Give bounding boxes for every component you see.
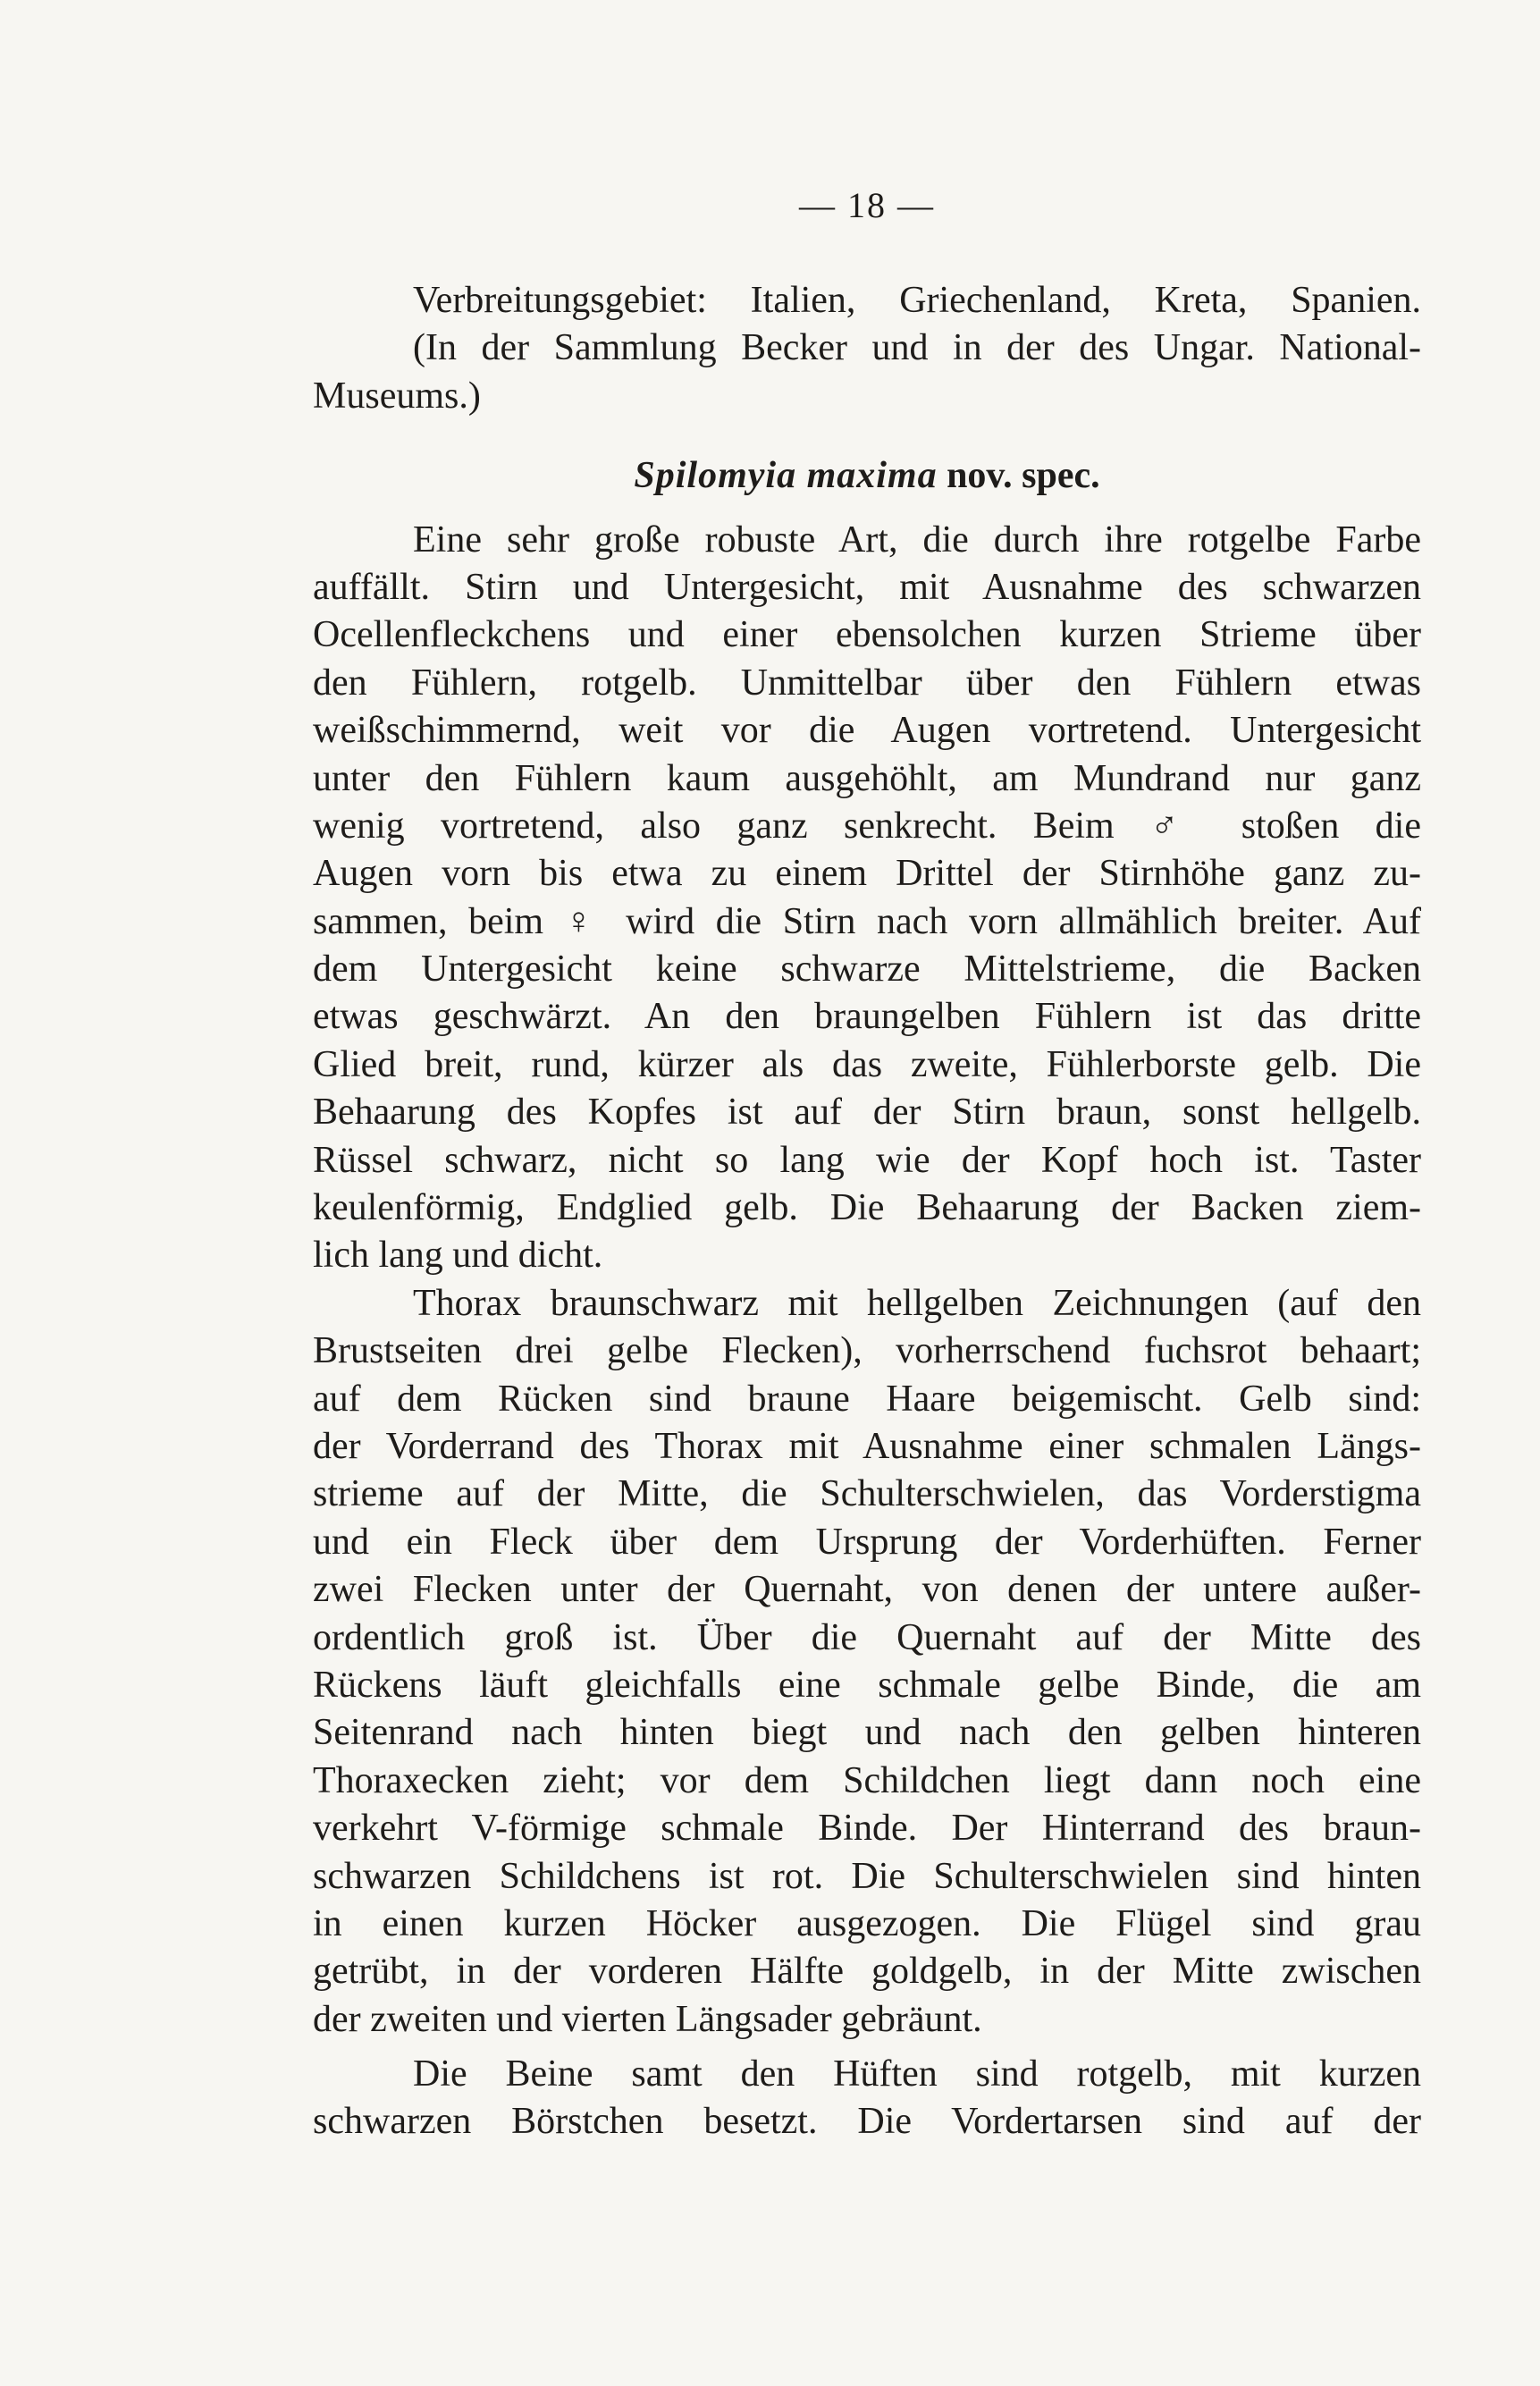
text-line: Brustseiten drei gelbe Flecken), vorherrschend fuchsrot behaart; (313, 1330, 1421, 1372)
text-line: schwarzen Börstchen besetzt. Die Vordertarsen sind auf der (313, 2101, 1421, 2143)
text-line: Glied breit, rund, kürzer als das zweite, Fühlerborste gelb. Die (313, 1043, 1421, 1085)
text-line: weißschimmernd, weit vor die Augen vortretend. Untergesicht (313, 710, 1421, 752)
species-status: nov. spec. (947, 455, 1100, 497)
text-line: dem Untergesicht keine schwarze Mittelstrieme, die Backen (313, 948, 1421, 991)
text-line: (In der Sammlung Becker und in der des Ungar. National- (413, 327, 1421, 369)
page-number: — 18 — (799, 185, 935, 225)
text-line: Verbreitungsgebiet: Italien, Griechenland, Kreta, Spanien. (413, 280, 1421, 321)
text-line: Rüssel schwarz, nicht so lang wie der Kopf hoch ist. Taster (313, 1139, 1421, 1181)
paragraph-head (313, 517, 1421, 1280)
text-line: und ein Fleck über dem Ursprung der Vorderhüften. Ferner (313, 1521, 1421, 1563)
paragraph-distribution (313, 277, 1421, 420)
species-name: Spilomyia maxima (634, 455, 938, 497)
text-line: zwei Flecken unter der Quernaht, von denen der untere außer- (313, 1569, 1421, 1611)
text-line: Die Beine samt den Hüften sind rotgelb, mit kurzen (413, 2053, 1421, 2095)
text-line: der Vorderrand des Thorax mit Ausnahme einer schmalen Längs- (313, 1425, 1421, 1467)
text-line: Thoraxecken zieht; vor dem Schildchen liegt dann noch eine (313, 1759, 1421, 1801)
text-line: Museums.) (313, 375, 481, 417)
text-line: Eine sehr große robuste Art, die durch ihre rotgelbe Farbe (413, 519, 1421, 561)
paragraph-thorax (313, 1280, 1421, 2044)
text-line: keulenförmig, Endglied gelb. Die Behaarung der Backen ziem- (313, 1187, 1421, 1229)
text-line: der zweiten und vierten Längsader gebräunt. (313, 1998, 982, 2040)
text-line: Ocellenfleckchens und einer ebensolchen kurzen Strieme über (313, 614, 1421, 656)
text-line: in einen kurzen Höcker ausgezogen. Die Flügel sind grau (313, 1902, 1421, 1944)
text-line: Augen vorn bis etwa zu einem Drittel der Stirnhöhe ganz zu- (313, 853, 1421, 895)
text-line: Seitenrand nach hinten biegt und nach den gelben hinteren (313, 1712, 1421, 1754)
paragraph-spacer (313, 2044, 1421, 2051)
species-heading (313, 452, 1421, 500)
text-line: auf dem Rücken sind braune Haare beigemischt. Gelb sind: (313, 1378, 1421, 1420)
text-line: lich lang und dicht. (313, 1235, 603, 1277)
text-line: strieme auf der Mitte, die Schulterschwielen, das Vorderstigma (313, 1473, 1421, 1515)
text-line: Rückens läuft gleichfalls eine schmale gelbe Binde, die am (313, 1664, 1421, 1706)
document-page (313, 179, 1421, 2146)
text-line: sammen, beim ♀ wird die Stirn nach vorn allmählich breiter. Auf (313, 900, 1421, 942)
text-line: getrübt, in der vorderen Hälfte goldgelb, in der Mitte zwischen (313, 1951, 1421, 1993)
text-line: verkehrt V-förmige schmale Binde. Der Hinterrand des braun- (313, 1808, 1421, 1850)
text-line: unter den Fühlern kaum ausgehöhlt, am Mundrand nur ganz (313, 757, 1421, 799)
text-line: etwas geschwärzt. An den braungelben Fühlern ist das dritte (313, 996, 1421, 1038)
text-line: schwarzen Schildchens ist rot. Die Schulterschwielen sind hinten (313, 1855, 1421, 1897)
paragraph-legs (313, 2051, 1421, 2146)
text-line: wenig vortretend, also ganz senkrecht. Beim ♂ stoßen die (313, 805, 1421, 847)
text-line: Behaarung des Kopfes ist auf der Stirn braun, sonst hellgelb. (313, 1092, 1421, 1134)
text-line: Thorax braunschwarz mit hellgelben Zeichnungen (auf den (413, 1282, 1421, 1324)
text-line: den Fühlern, rotgelb. Unmittelbar über den Fühlern etwas (313, 662, 1421, 704)
text-line: ordentlich groß ist. Über die Quernaht auf der Mitte des (313, 1616, 1421, 1658)
text-line: auffällt. Stirn und Untergesicht, mit Ausnahme des schwarzen (313, 566, 1421, 608)
